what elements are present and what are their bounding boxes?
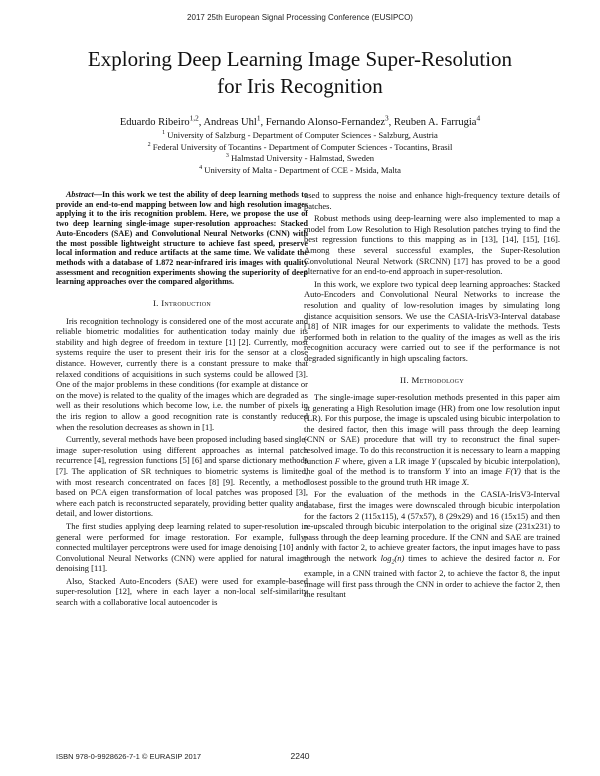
- section-heading-methodology: II. Methodology: [400, 374, 464, 385]
- author-sup: 1,2: [189, 113, 199, 123]
- paragraph: Also, Stacked Auto-Encoders (SAE) were used for example-based super-resolution [12], where in each layer a non-local self-similarity search with a collaborative local autoencoder is: [56, 575, 308, 608]
- conference-header: 2017 25th European Signal Processing Conference (EUSIPCO): [187, 13, 413, 22]
- author-name: Reuben A. Farrugia: [393, 117, 477, 128]
- section-heading-introduction: I. Introduction: [152, 298, 212, 309]
- paragraph: For the evaluation of the methods in the CASIA-IrisV3-Interval database, first the images were downscaled through bicubic interpolation for the factors 2 (115x115), 4 (57x57), 8 (29x29) and 16 (15x15) and then re-upscaled through bicubic interpolation to the original size (231x231) to pass through the deep learning procedure. If the CNN and SAE are trained only with factor 2, to achieve greater factors, the input images have to pass through the network $\log_2(n)$ times to achieve the desired factor n. For example, in a CNN trained with factor 2, to achieve the factor 8, the input image will first pass through the CNN in order to achieve the factor 2, then the resultant: [304, 489, 560, 600]
- affiliation: $^4$ University of Malta - Department of CCE - Msida, Malta: [199, 164, 401, 175]
- paragraph: The first studies applying deep learning related to super-resolution in general were performed for image restoration. For example, fully-connected multilayer perceptrons were used for image denoising [10] and Convolutional Neural Networks (CNN) were applied for natural image denoising [11].: [56, 520, 308, 574]
- page-footer: [0, 751, 600, 765]
- right-column: [304, 190, 560, 602]
- paragraph: In this work, we explore two typical deep learning approaches: Stacked Auto-Encoders and Convolutional Neural Networks to increase the resolution and quality of low-resolution images by simulating long distance acquisition sensors. We use the CASIA-IrisV3-Interval database [18] of NIR images for our experiments to validate the methods. Tests performed both in relation to the quality of the images as well as the iris recognition accuracy were carried out to see if the performance is not degraded significantly in high upscaling factors.: [304, 278, 560, 363]
- title-line-2: for Iris Recognition: [217, 74, 383, 98]
- paragraph: Robust methods using deep-learning were also implemented to map a model from Low Resolution to High Resolution patches trying to find the best regression functions to this mapping as in [13], [14], [15], [16]. Among these several successful examples, the Super-Resolution Convolutional Neural Network (SRCNN) [17] has proved to be a good alternative for an end-to-end approach in super-resolution.: [304, 213, 560, 277]
- affiliation-list: [40, 130, 560, 176]
- author-sup: 1: [256, 113, 261, 123]
- author-name: Eduardo Ribeiro: [119, 117, 190, 128]
- author-list: Eduardo Ribeiro$^{1,2}$, Andreas Uhl$^1$, Fernando Alonso-Fernandez$^3$, Reuben A. Farrugia$^4$: [119, 113, 481, 128]
- isbn: ISBN 978-0-9928626-7-1 © EURASIP 2017: [56, 752, 202, 761]
- left-column: [56, 190, 308, 610]
- paragraph: The single-image super-resolution methods presented in this paper aim at generating a High Resolution image (HR) from one low resolution input (LR). For this purpose, the image is upscaled using bicubic interpolation to the desired factor, then this image will pass through the deep learning (CNN or SAE) procedure that will try to reconstruct the final super-resolved image. To do this reconstruction it is necessary to learn a mapping function F where, given a LR image Y (upscaled by bicubic interpolation), the goal of the method is to transform Y into an image F(Y) that is the closest possible to the ground truth HR image X.: [304, 392, 561, 487]
- author-name: Andreas Uhl: [203, 117, 257, 128]
- page-number: 2240: [290, 751, 310, 761]
- abstract-label: Abstract: [66, 190, 94, 199]
- paragraph: used to suppress the noise and enhance high-frequency texture details of patches.: [304, 190, 560, 211]
- paragraph: Iris recognition technology is considered one of the most accurate and reliable biometric modalities for authentication today mainly due its stability and high degree of freedom in texture [1] [2]. Currently, most systems require the user to present their iris for the sensor at a close distance. However, currently there is a constant pressure to make that relaxed conditions of acquisitions in such systems could be allowed [3]. One of the major problems in these conditions (for example at distance or on the move) is related to the quality of the images which are degraded as well as their resolutions which become low, i.e. the number of pixels in the iris region to allow a good recognition rate is constantly reduced when the resolution decreases as shown in [1].: [56, 315, 308, 432]
- abstract: [56, 190, 308, 287]
- title-line-1: Exploring Deep Learning Image Super-Resolution: [87, 47, 513, 71]
- affiliation: $^1$ University of Salzburg - Department of Computer Sciences - Salzburg, Austria: [162, 130, 438, 140]
- author-sup: 3: [385, 113, 389, 123]
- abstract-text: —In this work we test the ability of deep learning methods to provide an end-to-end mapping between low and high resolution images applying it to the iris recognition problem. Here, we propose the use of two deep learning single-image super-resolution approaches: Stacked Auto-Encoders (SAE) and Convolutional Neural Networks (CNN) with the most possible lightweight structure to achieve fast speed, preserve local information and reduce artifacts at the same time. We validate the methods with a database of 1.872 near-infrared iris images with quality assessment and recognition experiments showing the superiority of deep learning approaches over the compared algorithms.: [56, 190, 308, 287]
- author-sup: 4: [476, 113, 481, 123]
- affiliation: $^3$ Halmstad University - Halmstad, Sweden: [225, 153, 375, 163]
- affiliation: $^2$ Federal University of Tocantins - Department of Computer Sciences - Tocantins, Brasil: [147, 141, 453, 152]
- paper-title: [40, 46, 560, 100]
- paragraph: Currently, several methods have been proposed including based single-image super-resolution using different approaches as internal patch recurrence [4], regression functions [5] [6] and sparse dictionary methods [7]. The application of SR techniques to biometric systems is limited, with most research concentrated on faces [8] [9]. Recently, a method based on PCA eigen transformation of local patches was proposed [3], where each patch is reconstructed separately, providing better quality and detail, and lower distortions.: [56, 434, 308, 519]
- author-name: Fernando Alonso-Fernandez: [265, 117, 385, 128]
